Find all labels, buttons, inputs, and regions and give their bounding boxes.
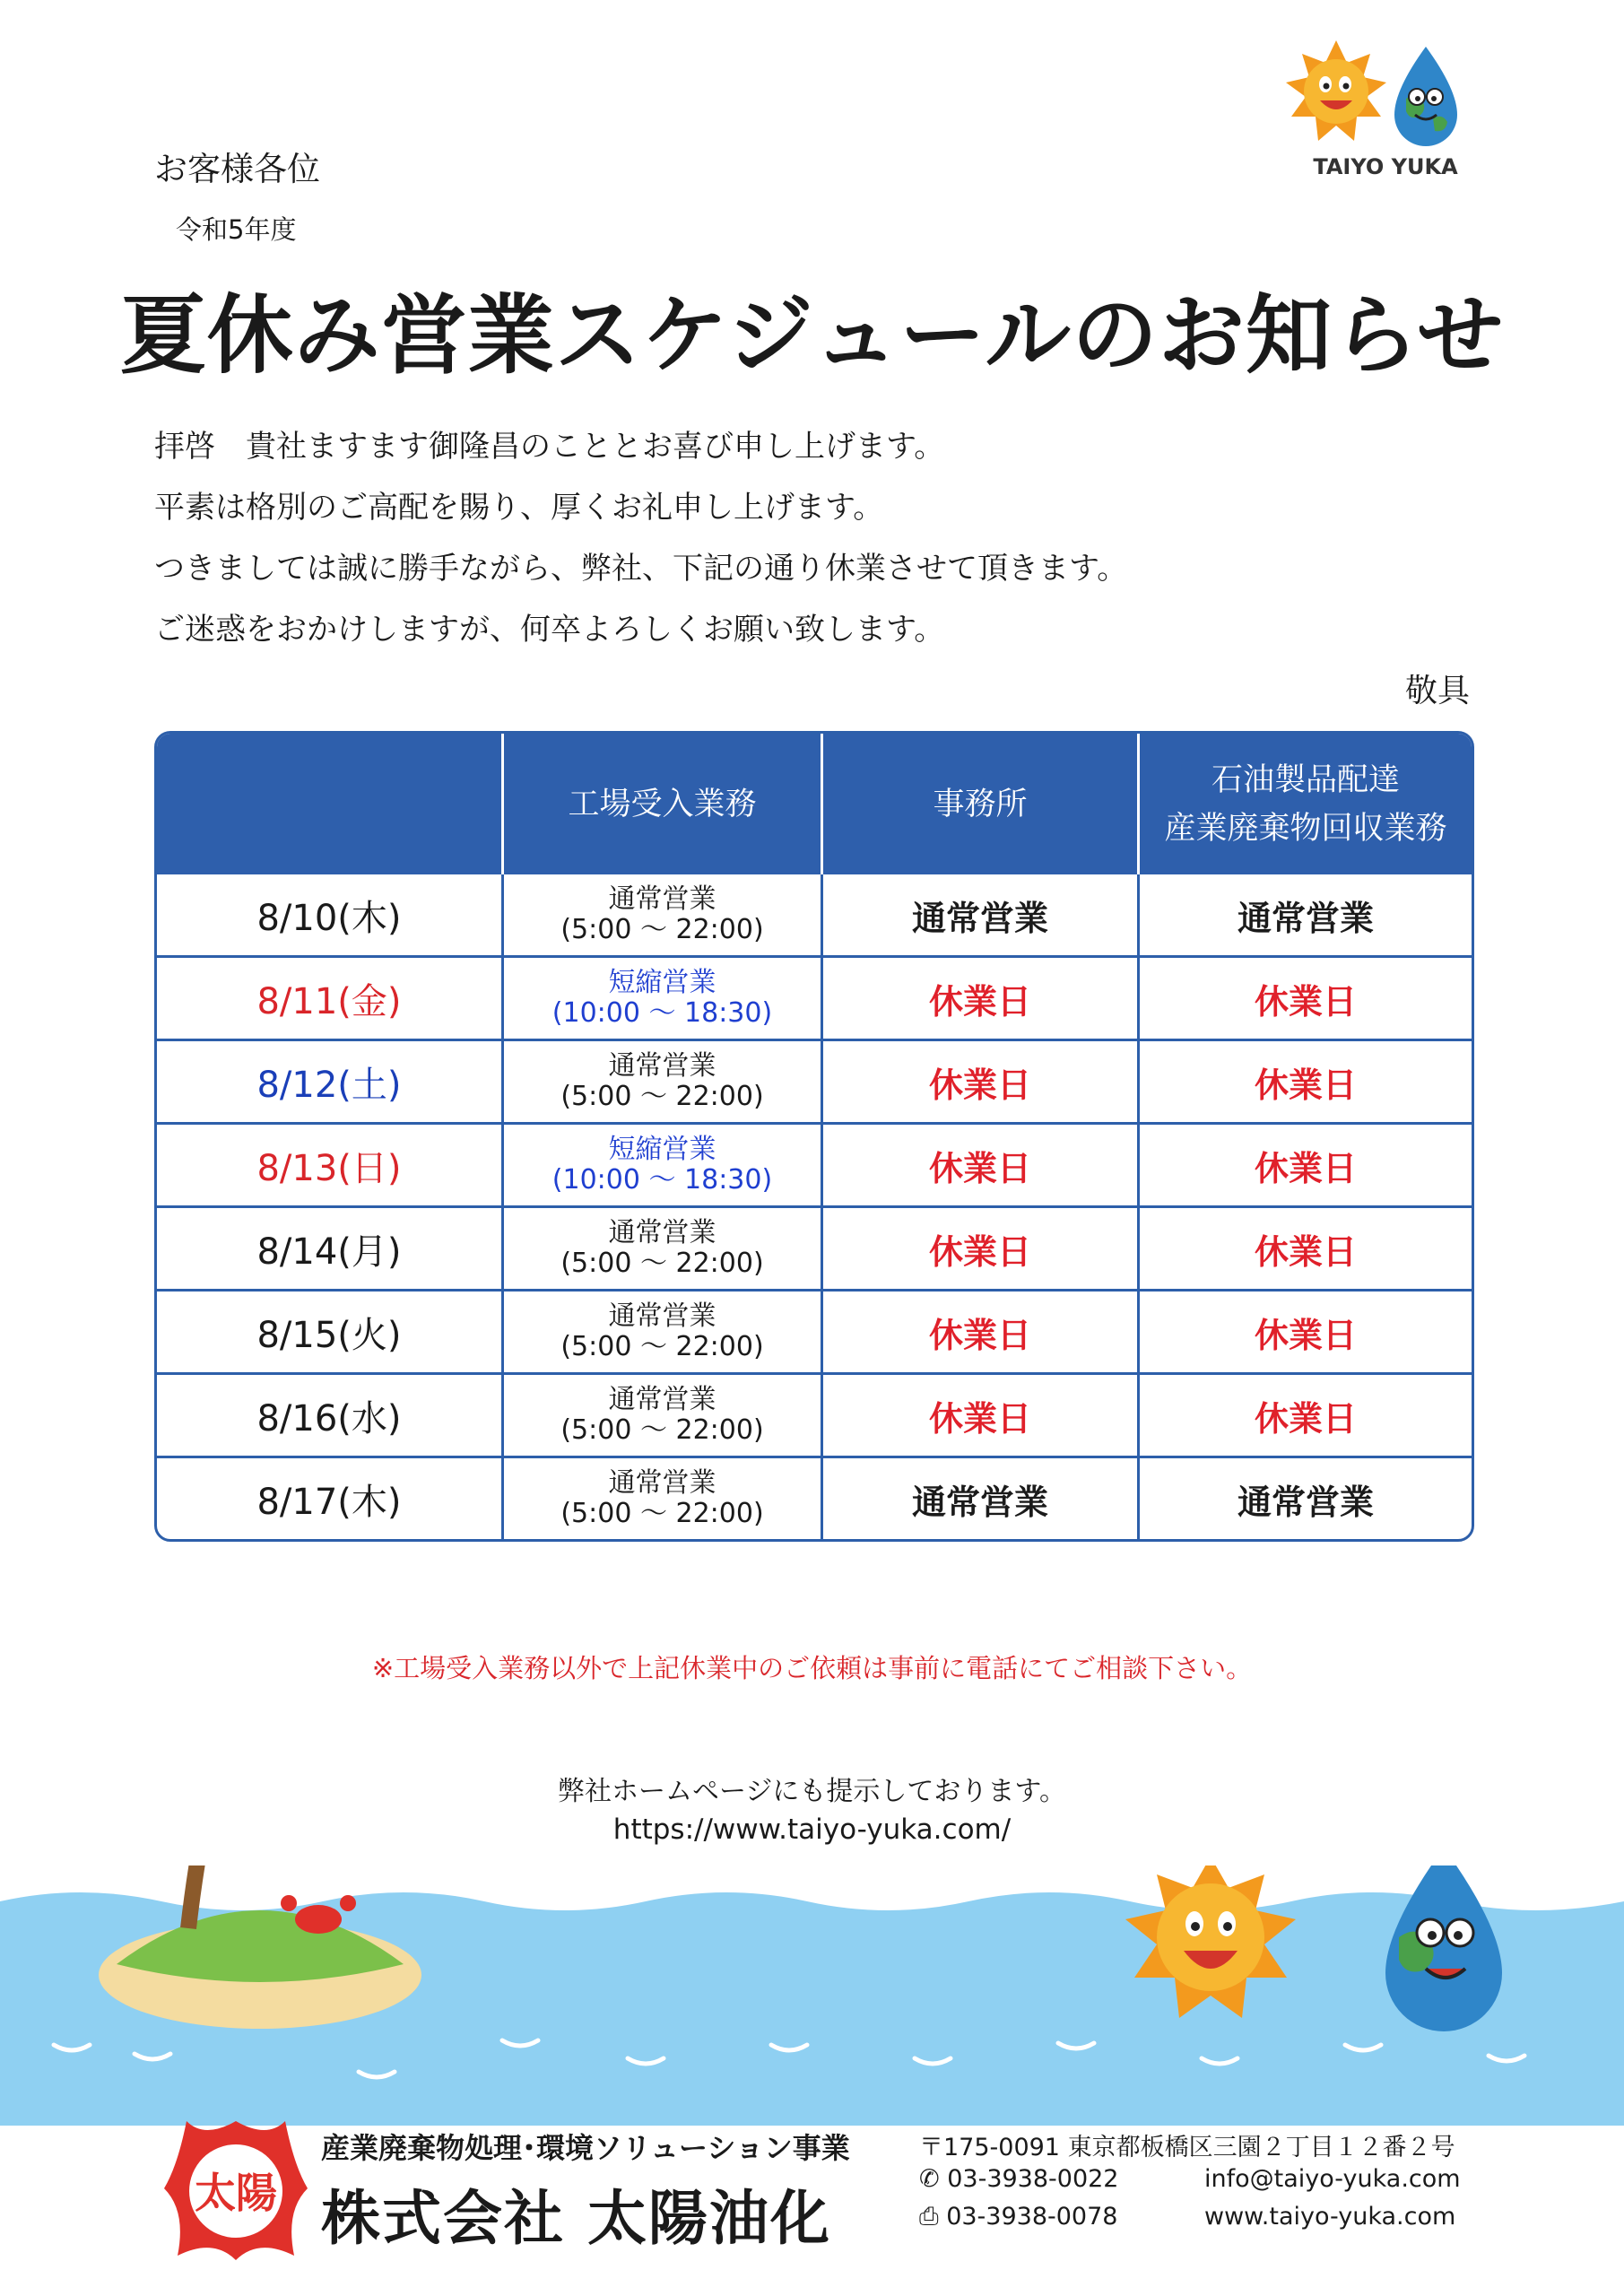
- phone-number[interactable]: 03-3938-0022: [947, 2165, 1119, 2193]
- page-title: 夏休み営業スケジュールのお知らせ: [119, 285, 1505, 386]
- factory-hours: (5:00 ～ 22:00): [560, 1498, 764, 1529]
- factory-label: 通常営業: [608, 1467, 716, 1499]
- body-line-3: つきましては誠に勝手ながら、弊社、下記の通り休業させて頂きます。: [154, 551, 1128, 587]
- company-address: 〒175-0091 東京都板橋区三園２丁目１２番２号: [919, 2134, 1455, 2161]
- fax-icon: ⎙: [919, 2203, 939, 2231]
- body-line-4: ご迷惑をおかけしますが、何卒よろしくお願い致します。: [154, 612, 945, 648]
- company-logo-text: 太陽: [195, 2169, 277, 2217]
- office-cell: 休業日: [823, 1372, 1140, 1456]
- date-cell: 8/17(木): [157, 1456, 504, 1539]
- factory-cell: [504, 1039, 823, 1122]
- body-line-2: 平素は格別のご高配を賜り、厚くお礼申し上げます。: [154, 490, 884, 526]
- factory-hours: (10:00 ～ 18:30): [551, 1164, 773, 1196]
- company-website[interactable]: www.taiyo-yuka.com: [1204, 2203, 1456, 2231]
- date-cell: 8/10(木): [157, 874, 504, 955]
- office-cell: 休業日: [823, 955, 1140, 1039]
- factory-label: 通常営業: [608, 1384, 716, 1415]
- delivery-cell: 通常営業: [1140, 1456, 1472, 1539]
- homepage-url[interactable]: https://www.taiyo-yuka.com/: [612, 1813, 1012, 1846]
- factory-cell: [504, 955, 823, 1039]
- table-row: [157, 1039, 1472, 1122]
- table-row: [157, 1456, 1472, 1539]
- closing-word: 敬具: [1404, 673, 1470, 709]
- factory-label: 通常営業: [608, 1300, 716, 1332]
- date-cell: 8/15(火): [157, 1289, 504, 1372]
- business-line: 産業廃棄物処理･環境ソリューション事業: [321, 2131, 850, 2165]
- header-delivery-line1: 石油製品配達: [1211, 761, 1400, 798]
- table-row: [157, 1372, 1472, 1456]
- delivery-cell: 通常営業: [1237, 898, 1374, 938]
- factory-hours: (5:00 ～ 22:00): [560, 914, 764, 945]
- fax-number: 03-3938-0078: [946, 2203, 1118, 2231]
- fax-line: [919, 2203, 1117, 2231]
- date-cell: 8/11(金): [157, 955, 504, 1039]
- date-cell: 8/13(日): [157, 1122, 504, 1205]
- date-cell: 8/16(水): [157, 1372, 504, 1456]
- factory-label: 通常営業: [608, 1050, 716, 1082]
- taiyo-yuka-logo: [1273, 36, 1480, 188]
- header-office: 事務所: [823, 734, 1140, 874]
- delivery-cell: 休業日: [1140, 1289, 1472, 1372]
- header-date: [157, 734, 504, 874]
- table-row: [157, 955, 1472, 1039]
- sea-illustration: [0, 1866, 1624, 2126]
- factory-label: 通常営業: [608, 883, 716, 915]
- company-logo: [160, 2112, 312, 2265]
- fiscal-year: 令和5年度: [176, 214, 297, 245]
- factory-cell: [504, 1205, 823, 1289]
- body-line-1: 拝啓 貴社ますます御隆昌のこととお喜び申し上げます。: [154, 429, 945, 465]
- office-cell: 休業日: [823, 1122, 1140, 1205]
- factory-cell: [504, 1372, 823, 1456]
- palm-island-icon: [99, 1866, 421, 2029]
- table-row: [157, 1205, 1472, 1289]
- phone-line: [919, 2165, 1119, 2193]
- office-cell: 休業日: [823, 1205, 1140, 1289]
- logo-text: TAIYO YUKA: [1313, 154, 1458, 179]
- delivery-cell: 休業日: [1140, 1039, 1472, 1122]
- office-cell: 通常営業: [823, 1456, 1140, 1539]
- header-delivery: [1140, 734, 1472, 874]
- date-cell: 8/12(土): [157, 1039, 504, 1122]
- factory-hours: (5:00 ～ 22:00): [560, 1248, 764, 1279]
- office-cell: 休業日: [823, 1289, 1140, 1372]
- factory-hours: (5:00 ～ 22:00): [560, 1331, 764, 1362]
- company-email[interactable]: info@taiyo-yuka.com: [1204, 2165, 1461, 2193]
- date-cell: 8/14(月): [157, 1205, 504, 1289]
- table-header-row: [157, 734, 1472, 874]
- earth-drop-mascot-icon: [1385, 1866, 1502, 2031]
- table-row: [157, 1122, 1472, 1205]
- company-logo-icon: [160, 2112, 312, 2265]
- delivery-cell: 休業日: [1140, 1372, 1472, 1456]
- factory-hours: (5:00 ～ 22:00): [560, 1414, 764, 1446]
- office-cell: 通常営業: [823, 874, 1140, 955]
- delivery-cell: 休業日: [1140, 1122, 1472, 1205]
- header-factory: 工場受入業務: [504, 734, 823, 874]
- phone-icon: ✆: [919, 2165, 940, 2193]
- factory-hours: (10:00 ～ 18:30): [551, 997, 773, 1029]
- notice-text: ※工場受入業務以外で上記休業中のご依頼は事前に電話にてご相談下さい。: [371, 1653, 1253, 1683]
- factory-label: 通常営業: [608, 1217, 716, 1248]
- factory-hours: (5:00 ～ 22:00): [560, 1081, 764, 1112]
- earth-drop-mascot-icon: [1394, 47, 1457, 146]
- table-row: [157, 1289, 1472, 1372]
- factory-cell: [504, 1289, 823, 1372]
- factory-cell: [504, 1456, 823, 1539]
- homepage-note: 弊社ホームページにも提示しております。: [558, 1776, 1066, 1807]
- company-name: 株式会社 太陽油化: [321, 2184, 831, 2253]
- factory-cell: [504, 1122, 823, 1205]
- factory-label: 短縮営業: [608, 1134, 716, 1165]
- factory-label: 短縮営業: [608, 967, 716, 998]
- table-row: [157, 874, 1472, 955]
- delivery-cell: 休業日: [1140, 955, 1472, 1039]
- header-delivery-line2: 産業廃棄物回収業務: [1164, 810, 1447, 847]
- addressee: お客様各位: [154, 150, 320, 188]
- office-cell: 休業日: [823, 1039, 1140, 1122]
- schedule-table: [154, 731, 1474, 1542]
- sun-mascot-icon: [1286, 40, 1386, 141]
- factory-cell: [504, 874, 823, 955]
- delivery-cell: 休業日: [1140, 1205, 1472, 1289]
